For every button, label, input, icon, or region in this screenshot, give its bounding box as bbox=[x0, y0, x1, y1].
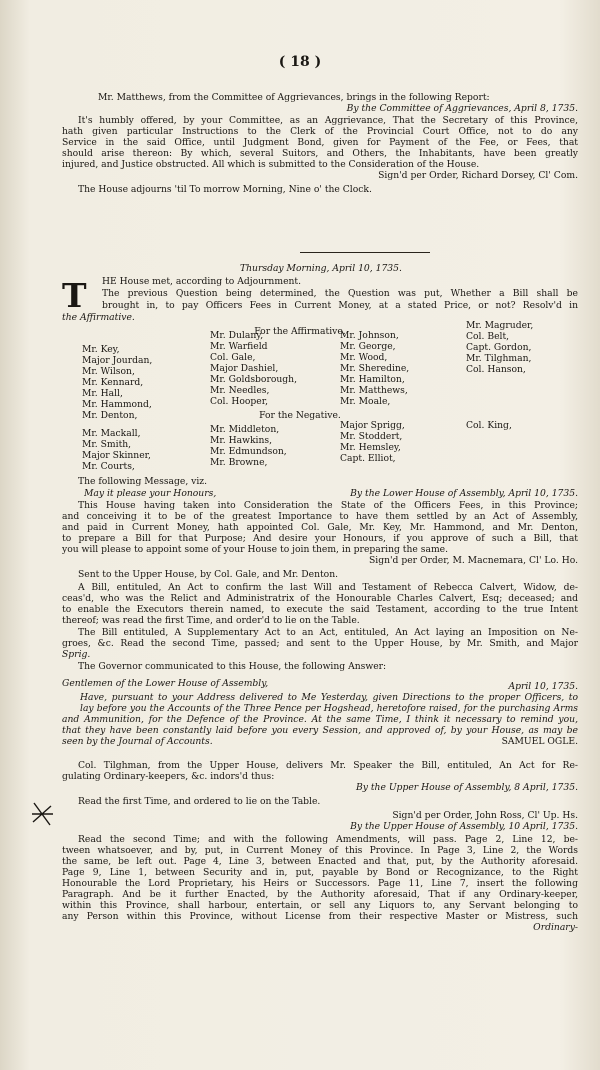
text-line: Mr. Matthews, from the Committee of Aggrievances, brings in the following Report: bbox=[98, 92, 490, 103]
text-line: thereof; was read the first Time, and order'd to lie on the Table. bbox=[62, 615, 360, 626]
text-line: Sprig. bbox=[62, 649, 91, 660]
text-line: and Ammunition, for the Defence of the Province. At the same Time, I think it necessary to remind you, bbox=[62, 714, 578, 725]
member-name: Mr. George, bbox=[340, 341, 396, 352]
member-name: Mr. Tilghman, bbox=[466, 353, 532, 364]
member-name: Mr. Wilson, bbox=[82, 366, 135, 377]
text-line: Paragraph. And be it further Enacted, by the Authority aforesaid, That if any Ordinary-keeper, bbox=[62, 889, 578, 900]
text-line: to enable the Executors therein named, to execute the said Testament, according to the true Intent bbox=[62, 604, 578, 615]
member-name: Major Skinner, bbox=[82, 450, 151, 461]
member-name: Mr. Johnson, bbox=[340, 330, 399, 341]
text-line: This House having taken into Consideration the State of the Officers Fees, in this Province; bbox=[78, 500, 578, 511]
member-name: Major Jourdan, bbox=[82, 355, 153, 366]
text-line: to prepare a Bill for that Purpose; And desire your Honours, if you approve of such a Bill, that bbox=[62, 533, 578, 544]
text-line: Read the second Time; and with the following Amendments, will pass. Page 2, Line 12, be- bbox=[78, 834, 578, 845]
text-line: For the Negative. bbox=[259, 410, 341, 421]
member-name: Capt. Gordon, bbox=[466, 342, 532, 353]
text-line: By the Upper House of Assembly, 10 April, 1735. bbox=[350, 821, 578, 832]
member-name: Mr. Mackall, bbox=[82, 428, 141, 439]
member-name: Major Sprigg, bbox=[340, 420, 405, 431]
text-line: For the Affirmative. bbox=[254, 326, 346, 337]
member-name: Mr. Edmundson, bbox=[210, 446, 287, 457]
member-name: Mr. Middleton, bbox=[210, 424, 280, 435]
text-line: hath given particular Instructions to the Clerk of the Provincial Court Office, not to do any bbox=[62, 126, 578, 137]
text-line: groes, &c. Read the second Time, passed; and sent to the Upper House, by Mr. Smith, and Major bbox=[62, 638, 578, 649]
member-name: Mr. Denton, bbox=[82, 410, 138, 421]
text-line: Have, pursuant to your Address delivered to Me Yesterday, given Directions to the proper Officers, to bbox=[80, 692, 578, 703]
member-name: Col. Hanson, bbox=[466, 364, 526, 375]
text-line: SAMUEL OGLE. bbox=[501, 736, 578, 747]
text-line: you will please to appoint some of your House to join them, in preparing the same. bbox=[62, 544, 449, 555]
text-line: that they have been constantly laid before you every Session, and approved of, by your House, as may be bbox=[62, 725, 578, 736]
member-name: Mr. Hawkins, bbox=[210, 435, 273, 446]
text-line: By the Lower House of Assembly, April 10, 1735. bbox=[350, 488, 578, 499]
member-name: Mr. Hemsley, bbox=[340, 442, 401, 453]
text-line: brought in, to pay Officers Fees in Current Money, at a stated Price, or not? Resolv'd in bbox=[102, 300, 578, 311]
text-line: lay before you the Accounts of the Three Pence per Hogshead, heretofore raised, for the purchasing Arms bbox=[80, 703, 578, 714]
member-name: Mr. Hammond, bbox=[82, 399, 152, 410]
text-line: The House adjourns 'til To morrow Morning, Nine o' the Clock. bbox=[78, 184, 372, 195]
member-name: Mr. Magruder, bbox=[466, 320, 534, 331]
text-line: Page 9, Line 1, between Security and in, put, payable by Bond or Recognizance, to the Right bbox=[62, 867, 578, 878]
text-line: By the Committee of Aggrievances, April 8, 1735. bbox=[346, 103, 578, 114]
text-line: and conceiving it to be of the greatest Importance to have them settled by an Act of Assembly, bbox=[62, 511, 578, 522]
text-line: A Bill, entituled, An Act to confirm the last Will and Testament of Rebecca Calvert, Widow, de- bbox=[78, 582, 578, 593]
member-name: Mr. Courts, bbox=[82, 461, 135, 472]
text-line: should arise thereon: By which, several Suitors, and Others, the Inhabitants, have been greatly bbox=[62, 148, 578, 159]
text-line: Ordinary- bbox=[533, 922, 578, 933]
text-line: Honourable the Lord Proprietary, his Heirs or Successors. Page 11, Line 7, insert the following bbox=[62, 878, 578, 889]
text-line: Sign'd per Order, M. Macnemara, Cl' Lo. Ho. bbox=[368, 555, 578, 566]
text-line: Read the first Time, and ordered to lie on the Table. bbox=[78, 796, 321, 807]
member-name: Mr. Goldsborough, bbox=[210, 374, 298, 385]
text-line: injured, and Justice obstructed. All which is submitted to the Consideration of the House. bbox=[62, 159, 480, 170]
text-line: Service in the said Office, until Judgment Bond, given for Payment of the Fee, or Fees, that bbox=[62, 137, 578, 148]
text-line: Sign'd per Order, Richard Dorsey, Cl' Com. bbox=[378, 170, 578, 181]
text-line: Thursday Morning, April 10, 1735. bbox=[240, 263, 402, 274]
drop-cap: T bbox=[62, 276, 87, 315]
page-number: ( 18 ) bbox=[278, 54, 322, 70]
member-name: Col. Gale, bbox=[210, 352, 256, 363]
member-name: Capt. Elliot, bbox=[340, 453, 396, 464]
text-line: gulating Ordinary-keepers, &c. indors'd thus: bbox=[62, 771, 275, 782]
member-name: Mr. Smith, bbox=[82, 439, 132, 450]
member-name: Mr. Key, bbox=[82, 344, 120, 355]
text-line: the same, be left out. Page 4, Line 3, between Enacted and that, put, by the Authority aforesaid. bbox=[62, 856, 578, 867]
text-line: The previous Question being determined, the Question was put, Whether a Bill shall be bbox=[102, 288, 578, 299]
member-name: Mr. Needles, bbox=[210, 385, 270, 396]
text-line: Sent to the Upper House, by Col. Gale, and Mr. Denton. bbox=[78, 569, 339, 580]
member-name: Col. King, bbox=[466, 420, 512, 431]
text-line: The following Message, viz. bbox=[78, 476, 208, 487]
member-name: Mr. Warfield bbox=[210, 341, 268, 352]
text-line: The Bill entituled, A Supplementary Act to an Act, entituled, An Act laying an Imposition on Ne- bbox=[78, 627, 578, 638]
member-name: Mr. Matthews, bbox=[340, 385, 408, 396]
text-line: Gentlemen of the Lower House of Assembly, bbox=[62, 678, 269, 689]
text-line: May it please your Honours, bbox=[84, 488, 217, 499]
text-line: Col. Tilghman, from the Upper House, delivers Mr. Speaker the Bill, entituled, An Act for Re- bbox=[78, 760, 578, 771]
text-line: any Person within this Province, without License from their respective Master or Mistress, such bbox=[62, 911, 578, 922]
text-line: and paid in Current Money, hath appointed Col. Gale, Mr. Key, Mr. Hammond, and Mr. Denton, bbox=[62, 522, 578, 533]
text-line: seen by the Journal of Accounts. bbox=[62, 736, 213, 747]
member-name: Major Dashiel, bbox=[210, 363, 279, 374]
text-line: the Affirmative. bbox=[62, 312, 135, 323]
member-name: Mr. Dulany, bbox=[210, 330, 264, 341]
text-line: April 10, 1735. bbox=[508, 681, 578, 692]
text-line: within this Province, shall harbour, entertain, or sell any Liquors to, any Servant belonging to bbox=[62, 900, 578, 911]
text-line: It's humbly offered, by your Committee, as an Aggrievance, That the Secretary of this Province, bbox=[78, 115, 578, 126]
member-name: Mr. Hamilton, bbox=[340, 374, 405, 385]
text-line: HE House met, according to Adjournment. bbox=[102, 276, 302, 287]
text-line: By the Upper House of Assembly, 8 April, 1735. bbox=[355, 782, 578, 793]
member-name: Mr. Sheredine, bbox=[340, 363, 410, 374]
member-name: Mr. Wood, bbox=[340, 352, 388, 363]
member-name: Mr. Kennard, bbox=[82, 377, 144, 388]
member-name: Mr. Moale, bbox=[340, 396, 391, 407]
text-line: The Governor communicated to this House, the following Answer: bbox=[78, 661, 387, 672]
member-name: Col. Hooper, bbox=[210, 396, 269, 407]
handwritten-cross-mark bbox=[30, 800, 54, 828]
text-line: Sign'd per Order, John Ross, Cl' Up. Hs. bbox=[392, 810, 578, 821]
text-line: ceas'd, who was the Relict and Administratrix of the Honourable Charles Calvert, Esq; deceased; and bbox=[62, 593, 578, 604]
member-name: Mr. Hall, bbox=[82, 388, 123, 399]
section-divider bbox=[300, 252, 430, 253]
member-name: Mr. Browne, bbox=[210, 457, 268, 468]
member-name: Col. Belt, bbox=[466, 331, 510, 342]
text-line: tween whatsoever, and by, put, in Current Money of this Province. In Page 3, Line 2, the Words bbox=[62, 845, 578, 856]
member-name: Mr. Stoddert, bbox=[340, 431, 403, 442]
